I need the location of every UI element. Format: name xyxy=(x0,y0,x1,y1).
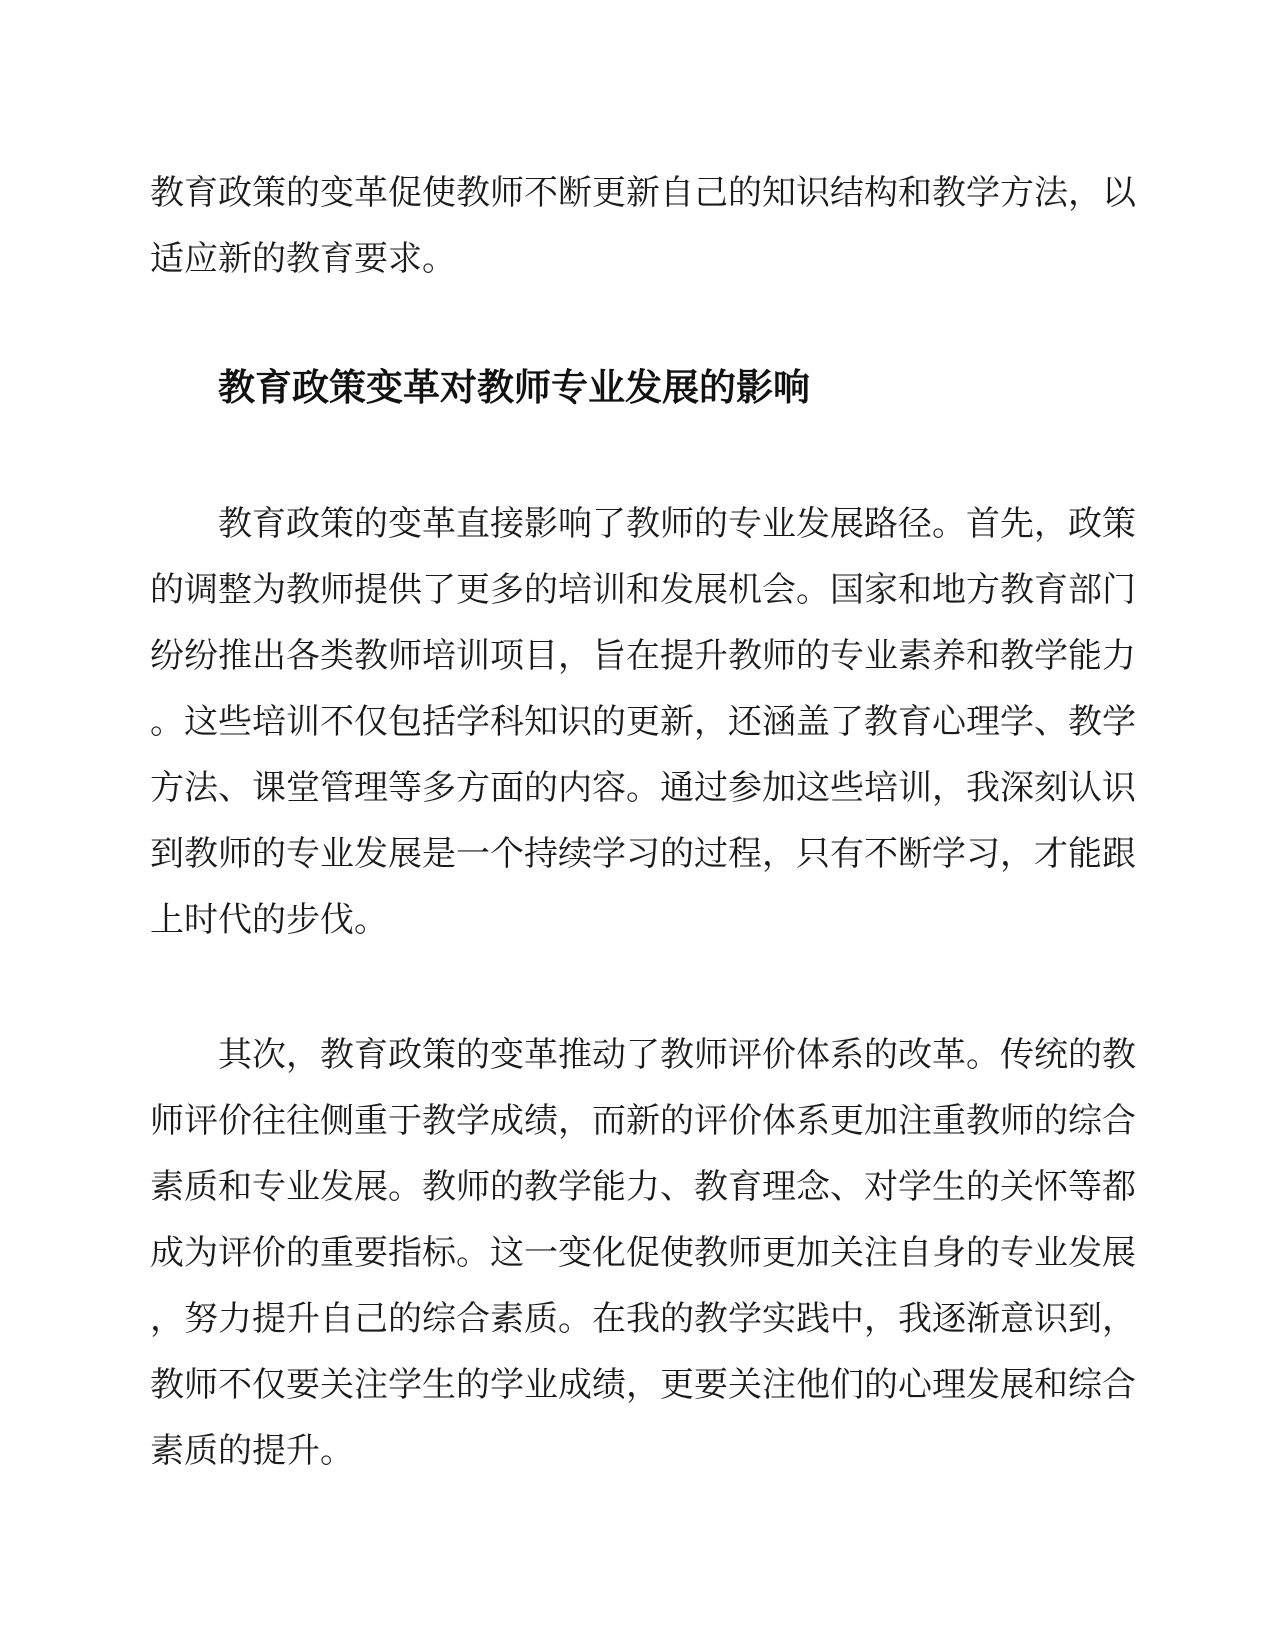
paragraph-line: 成为评价的重要指标。这一变化促使教师更加关注自身的专业发展 xyxy=(150,1233,1136,1273)
section-heading: 教育政策变革对教师专业发展的影响 xyxy=(218,366,810,409)
paragraph-professional-development xyxy=(150,491,1136,953)
paragraph-evaluation-reform xyxy=(150,1022,1136,1484)
paragraph-line: ，努力提升自己的综合素质。在我的教学实践中，我逐渐意识到， xyxy=(150,1299,1136,1339)
paragraph-line: 素质的提升。 xyxy=(150,1431,354,1471)
paragraph-line: 素质和专业发展。教师的教学能力、教育理念、对学生的关怀等都 xyxy=(150,1167,1136,1207)
paragraph-line: 教育政策的变革促使教师不断更新自己的知识结构和教学方法，以 xyxy=(150,173,1136,213)
paragraph-line: 的调整为教师提供了更多的培训和发展机会。国家和地方教育部门 xyxy=(150,570,1136,610)
paragraph-line: 到教师的专业发展是一个持续学习的过程，只有不断学习，才能跟 xyxy=(150,834,1136,874)
paragraph-line: 。这些培训不仅包括学科知识的更新，还涵盖了教育心理学、教学 xyxy=(150,702,1136,742)
paragraph-line: 师评价往往侧重于教学成绩，而新的评价体系更加注重教师的综合 xyxy=(150,1101,1136,1141)
paragraph-line: 上时代的步伐。 xyxy=(150,900,388,940)
paragraph-line: 纷纷推出各类教师培训项目，旨在提升教师的专业素养和教学能力 xyxy=(150,636,1136,676)
intro-paragraph xyxy=(150,160,1136,292)
paragraph-line: 其次，教育政策的变革推动了教师评价体系的改革。传统的教 xyxy=(218,1035,1136,1075)
paragraph-line: 教师不仅要关注学生的学业成绩，更要关注他们的心理发展和综合 xyxy=(150,1365,1136,1405)
paragraph-line: 教育政策的变革直接影响了教师的专业发展路径。首先，政策 xyxy=(218,504,1136,544)
paragraph-line: 方法、课堂管理等多方面的内容。通过参加这些培训，我深刻认识 xyxy=(150,768,1136,808)
paragraph-line: 适应新的教育要求。 xyxy=(150,239,456,279)
